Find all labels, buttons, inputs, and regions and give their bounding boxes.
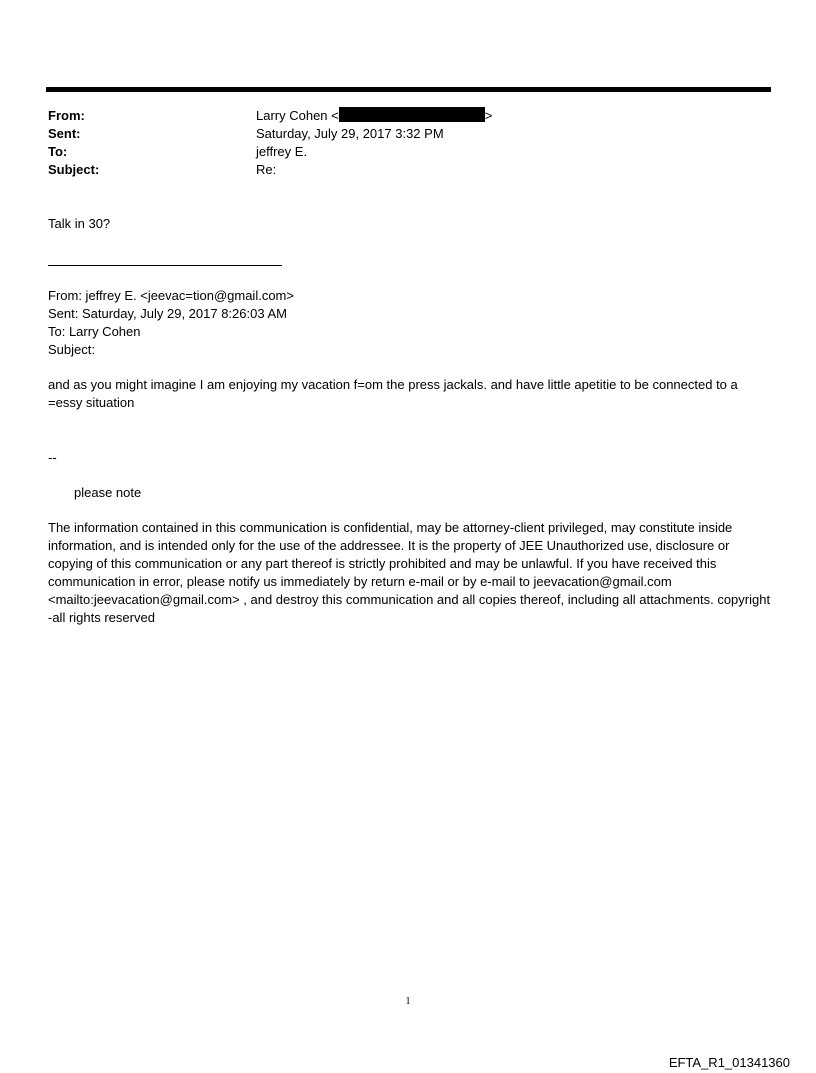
quoted-body: and as you might imagine I am enjoying my vacation f=om the press jackals. and have little apetitie to be connected to a =essy situation [48,377,738,410]
quote-separator [48,265,282,266]
redaction-block [339,107,485,122]
to-value: jeffrey E. [256,144,308,159]
quoted-sent: Sent: Saturday, July 29, 2017 8:26:03 AM [48,306,287,321]
header-subject-row [48,161,768,179]
page-number: 1 [405,996,411,1007]
please-note: please note [74,485,142,500]
from-name: Larry Cohen < [256,108,339,123]
from-value [256,107,492,125]
to-label: To: [48,144,68,159]
top-rule [46,87,771,92]
quoted-subject: Subject: [48,342,95,357]
sent-value: Saturday, July 29, 2017 3:32 PM [256,126,444,141]
from-label: From: [48,108,85,123]
subject-label: Subject: [48,162,100,177]
header-to-row [48,143,768,161]
quoted-from: From: jeffrey E. <jeevac=tion@gmail.com> [48,288,294,303]
disclaimer-text: The information contained in this communication is confidential, may be attorney-client privileged, may constitute inside information, and is intended only for the use of the addressee. It is the property of JEE Unauthorized use, disclosure or copying of this communication or any part thereof is strictly prohibited and may be unlawful. If you have received this communication in error, please notify us immediately by return e-mail or by e-mail to jeevacation@gmail.com <mailto:jeevacation@gmail.com> , and destroy this communication and all copies thereof, including all attachments. copyright -all rights reserved [48,520,771,625]
quoted-to: To: Larry Cohen [48,324,141,339]
signature-separator: -- [48,450,57,465]
from-close: > [484,108,493,123]
sent-label: Sent: [48,126,81,141]
header-from-row [48,107,768,125]
header-sent-row [48,125,768,143]
subject-value: Re: [256,162,277,177]
reply-body: Talk in 30? [48,216,111,231]
document-id: EFTA_R1_01341360 [668,1055,790,1070]
